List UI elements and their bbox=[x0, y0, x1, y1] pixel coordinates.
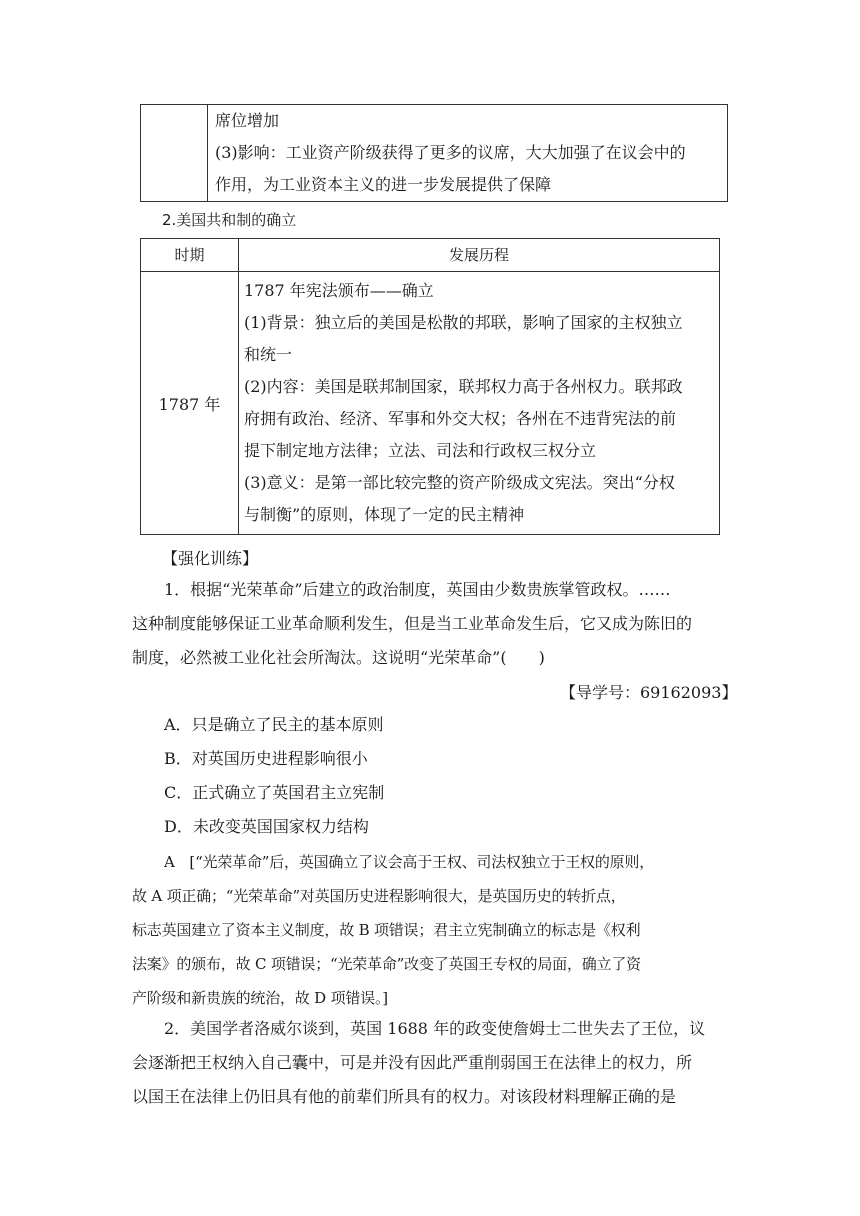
cell-line: (2)内容：美国是联邦制国家，联邦权力高于各州权力。联邦政 bbox=[244, 377, 683, 396]
question-line: 以国王在法律上仍旧具有他的前辈们所具有的权力。对该段材料理解正确的是 bbox=[132, 1087, 677, 1106]
history-cell bbox=[239, 272, 720, 535]
cell-line: 席位增加 bbox=[215, 111, 280, 130]
cell-line: 提下制定地方法律；立法、司法和行政权三权分立 bbox=[244, 441, 597, 460]
option-b: B．对英国历史进程影响很小 bbox=[164, 749, 368, 768]
cell-line: (3)意义：是第一部比较完整的资产阶级成文宪法。突出“分权 bbox=[244, 473, 675, 492]
question-2 bbox=[132, 1012, 705, 1114]
us-republic-table bbox=[140, 238, 720, 535]
table-cell-empty bbox=[141, 105, 208, 202]
question-line: 制度，必然被工业化社会所淘汰。这说明“光荣革命”( ) bbox=[132, 648, 545, 667]
table-row bbox=[141, 105, 728, 202]
question-line: 1．根据“光荣革命”后建立的政治制度，英国由少数贵族掌管政权。…… bbox=[164, 580, 671, 599]
answer-line: 法案》的颁布，故 C 项错误；“光荣革命”改变了英国王专权的局面，确立了资 bbox=[132, 955, 641, 973]
table-continued bbox=[140, 104, 728, 202]
cell-line: 和统一 bbox=[244, 345, 293, 364]
training-title: 【强化训练】 bbox=[162, 549, 259, 568]
option-a: A．只是确立了民主的基本原则 bbox=[164, 715, 384, 734]
period-cell: 1787 年 bbox=[141, 272, 239, 535]
answer-line: A [“光荣革命”后，英国确立了议会高于王权、司法权独立于王权的原则， bbox=[164, 853, 655, 871]
table-row bbox=[141, 272, 720, 535]
cell-line: (1)背景：独立后的美国是松散的邦联，影响了国家的主权独立 bbox=[244, 313, 683, 332]
cell-line: 作用，为工业资本主义的进一步发展提供了保障 bbox=[215, 175, 552, 194]
options-list bbox=[164, 708, 384, 844]
answer-1 bbox=[132, 845, 654, 1015]
header-history: 发展历程 bbox=[239, 239, 720, 272]
section-title: 2.美国共和制的确立 bbox=[162, 211, 297, 229]
guide-number: 【导学号：69162093】 bbox=[560, 683, 738, 702]
answer-line: 故 A 项正确；“光荣革命”对英国历史进程影响很大，是英国历史的转折点， bbox=[132, 887, 626, 905]
cell-line: 与制衡”的原则，体现了一定的民主精神 bbox=[244, 505, 525, 524]
question-1 bbox=[132, 573, 692, 675]
answer-line: 标志英国建立了资本主义制度，故 B 项错误；君主立宪制确立的标志是《权利 bbox=[132, 921, 641, 939]
question-line: 这种制度能够保证工业革命顺利发生，但是当工业革命发生后，它又成为陈旧的 bbox=[132, 614, 693, 633]
question-line: 会逐渐把王权纳入自己囊中，可是并没有因此严重削弱国王在法律上的权力，所 bbox=[132, 1053, 693, 1072]
option-c: C．正式确立了英国君主立宪制 bbox=[164, 783, 385, 802]
question-line: 2．美国学者洛威尔谈到，英国 1688 年的政变使詹姆士二世失去了王位，议 bbox=[164, 1019, 706, 1038]
table-header-row bbox=[141, 239, 720, 272]
cell-line: 1787 年宪法颁布——确立 bbox=[244, 281, 434, 300]
option-d: D．未改变英国国家权力结构 bbox=[164, 817, 369, 836]
answer-line: 产阶级和新贵族的统治，故 D 项错误。] bbox=[132, 989, 388, 1007]
table-cell-content bbox=[208, 105, 728, 202]
cell-line: (3)影响：工业资产阶级获得了更多的议席，大大加强了在议会中的 bbox=[215, 143, 686, 162]
cell-line: 府拥有政治、经济、军事和外交大权；各州在不违背宪法的前 bbox=[244, 409, 677, 428]
header-period: 时期 bbox=[141, 239, 239, 272]
